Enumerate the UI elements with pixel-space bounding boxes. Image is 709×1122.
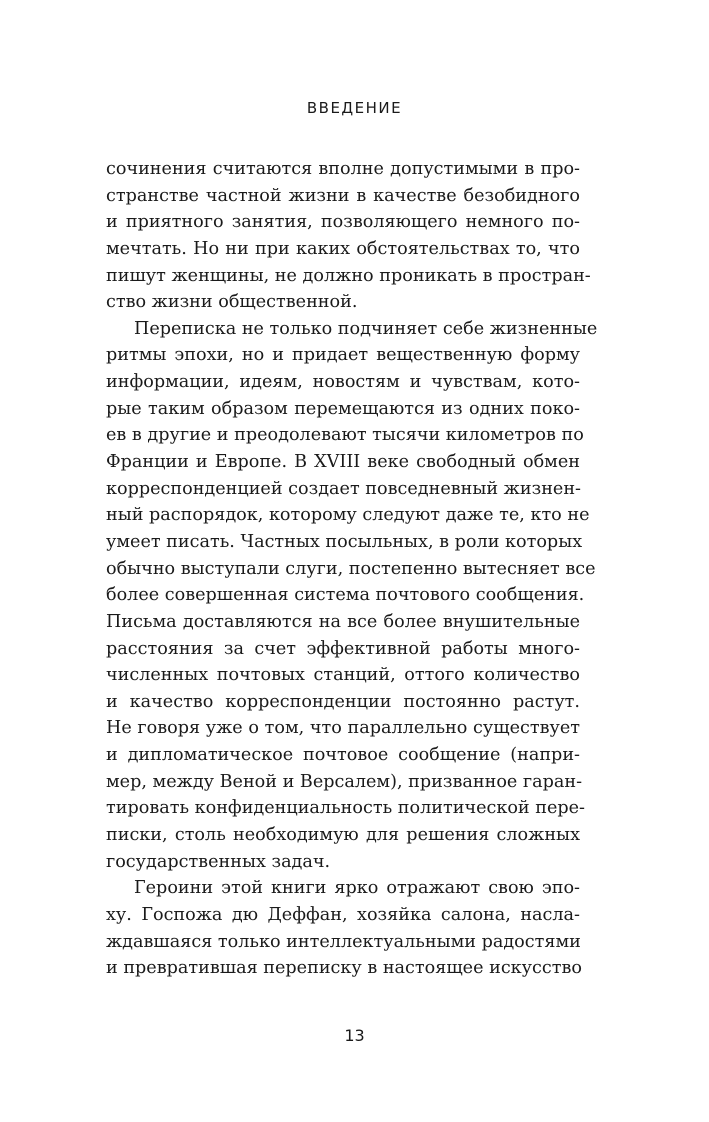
text-line: ритмы эпохи, но и придает вещественную форму xyxy=(106,345,580,366)
text-line: писки, столь необходимую для решения сложных xyxy=(106,825,580,846)
text-line: численных почтовых станций, оттого количество xyxy=(106,665,580,686)
text-line: Не говоря уже о том, что параллельно существует xyxy=(106,718,580,739)
text-line: ство жизни общественной. xyxy=(106,292,358,313)
text-line: и приятного занятия, позволяющего немного по- xyxy=(106,212,580,233)
text-line: и качество корреспонденции постоянно растут. xyxy=(106,691,580,712)
text-line: обычно выступали слуги, постепенно вытесняет все xyxy=(106,558,596,579)
text-line: ный распорядок, которому следуют даже те, кто не xyxy=(106,505,590,526)
text-line: Франции и Европе. В XVIII веке свободный обмен xyxy=(106,452,580,473)
text-line: ху. Госпожа дю Деффан, хозяйка салона, наcла- xyxy=(106,904,580,925)
text-line: Письма доставляются на все более внушительные xyxy=(106,611,580,632)
text-line: корреспонденцией создает повседневный жизнен- xyxy=(106,478,581,499)
text-line: странстве частной жизни в качестве безобидного xyxy=(106,185,580,206)
text-line: расстояния за счет эффективной работы много- xyxy=(106,638,580,659)
text-line: и дипломатическое почтовое сообщение (напри- xyxy=(106,745,580,766)
running-header: ВВЕДЕНИЕ xyxy=(306,99,403,117)
text-line: ев в другие и преодолевают тысячи километров по xyxy=(106,425,584,446)
text-line: Героини этой книги ярко отражают свою эпо- xyxy=(134,878,580,899)
text-line: умеет писать. Частных посыльных, в роли которых xyxy=(106,531,583,552)
text-line: пишут женщины, не должно проникать в простран- xyxy=(106,265,591,286)
text-line: мечтать. Но ни при каких обстоятельствах то, что xyxy=(106,238,580,259)
text-line: тировать конфиденциальность политической пере- xyxy=(106,798,586,819)
body-text xyxy=(106,156,598,982)
text-line: рые таким образом перемещаются из одних поко- xyxy=(106,398,580,419)
text-line: более совершенная система почтового сообщения. xyxy=(106,585,585,606)
text-line: государственных задач. xyxy=(106,851,331,872)
text-line: Переписка не только подчиняет себе жизненные xyxy=(134,318,598,339)
text-line: ждавшаяся только интеллектуальными радостями xyxy=(106,931,581,952)
text-line: и превратившая переписку в настоящее искусство xyxy=(106,958,582,979)
page-number: 13 xyxy=(344,1026,365,1045)
text-line: информации, идеям, новостям и чувствам, кото- xyxy=(106,372,580,393)
text-line: мер, между Веной и Версалем), призванное гаран- xyxy=(106,771,583,792)
text-line: сочинения считаются вполне допустимыми в про- xyxy=(106,159,580,179)
